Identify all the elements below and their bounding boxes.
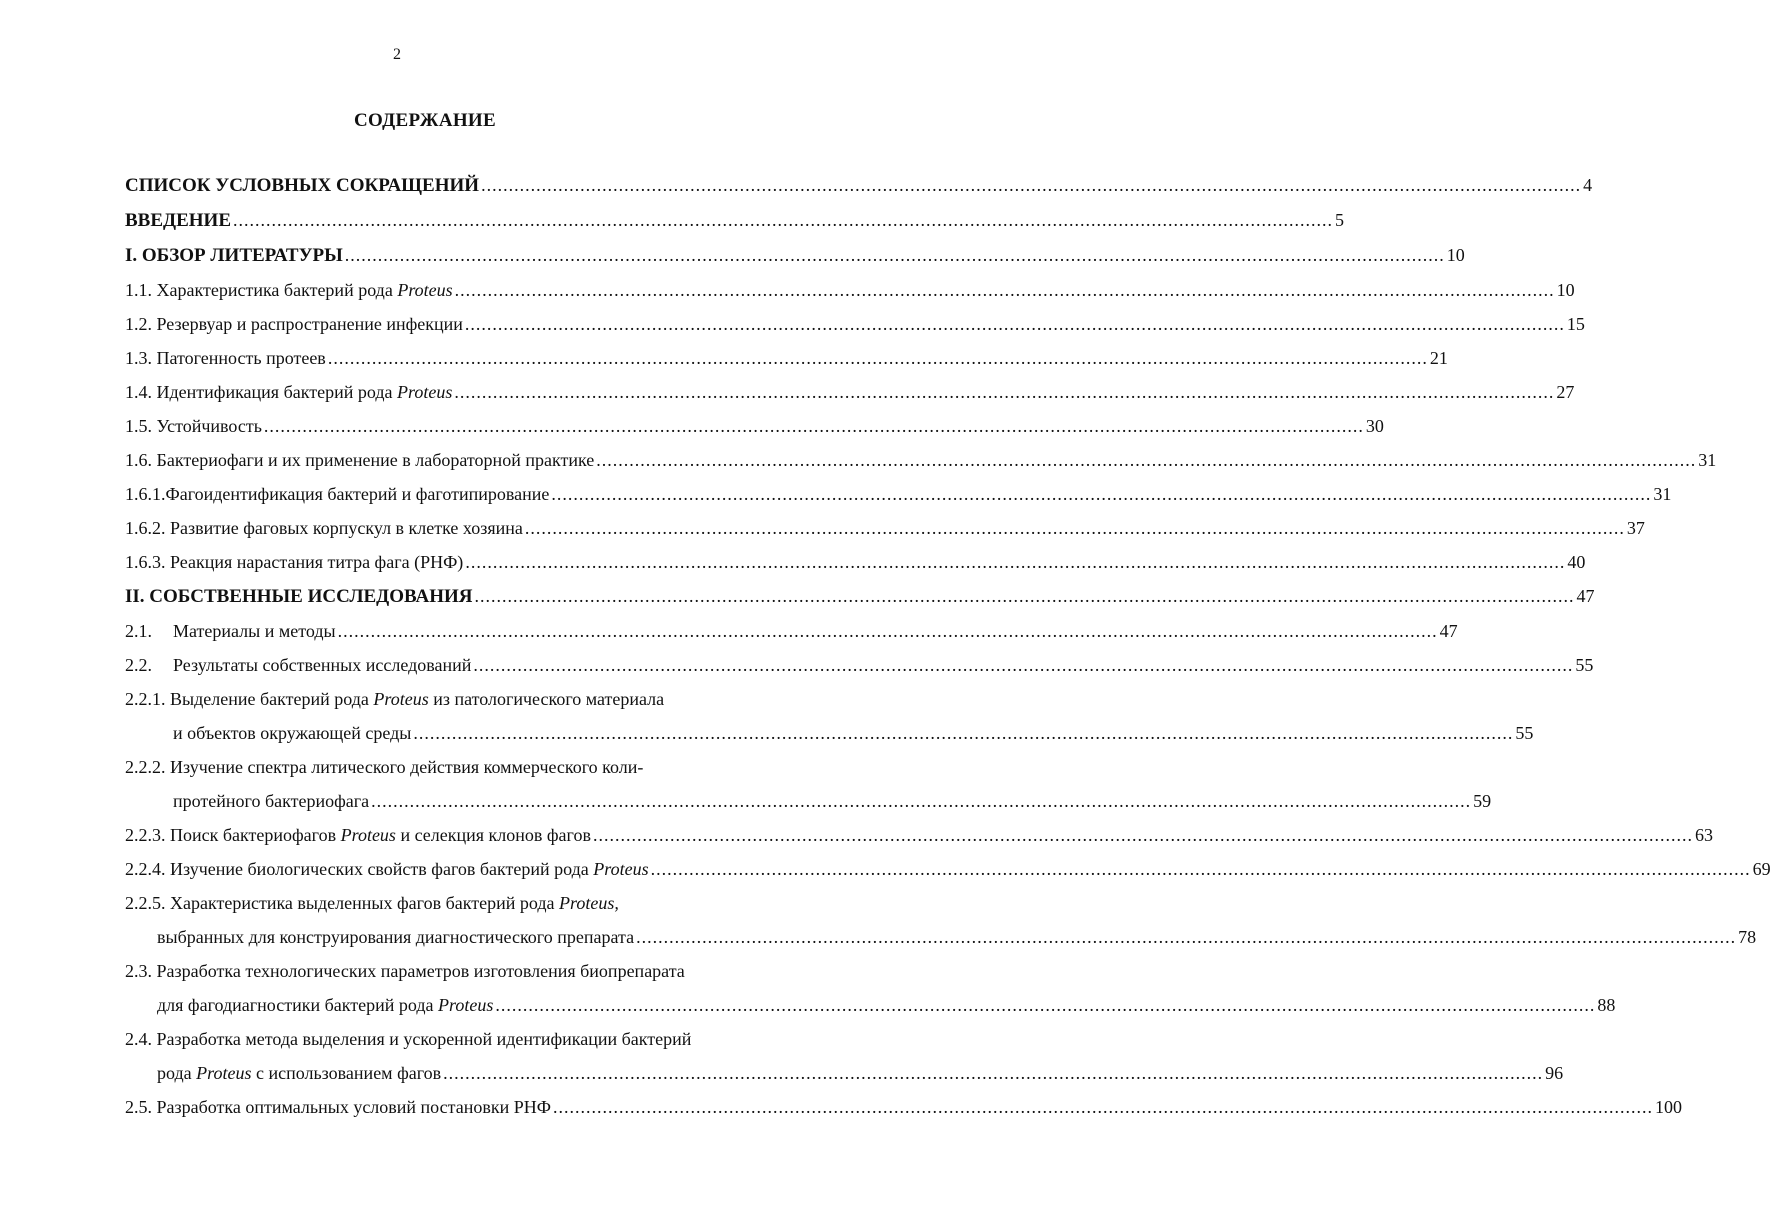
dot-leader: ........................................................................................................................................................................................................ <box>495 995 1596 1015</box>
toc-entry-label-continued: протейного бактериофага <box>173 791 370 811</box>
toc-page-number: 21 <box>1429 348 1448 368</box>
toc-entry-label: 1.4. Идентификация бактерий рода Proteus <box>125 382 453 402</box>
toc-entry-2-2-1[interactable] <box>125 682 1534 750</box>
toc-page-number: 4 <box>1583 175 1593 195</box>
toc-entry-label: СПИСОК УСЛОВНЫХ СОКРАЩЕНИЙ <box>125 175 480 196</box>
toc-entry-label: 1.1. Характеристика бактерий рода Proteus <box>125 280 453 300</box>
toc-entry-label: 2.2.4. Изучение биологических свойств фагов бактерий рода Proteus <box>125 859 649 879</box>
toc-entry-label: ВВЕДЕНИЕ <box>125 210 231 231</box>
toc-page-number: 47 <box>1576 586 1595 606</box>
toc-entry-label: 1.2. Резервуар и распространение инфекции <box>125 314 463 334</box>
toc-page-number: 88 <box>1597 995 1616 1015</box>
toc-entry-label: 1.3. Патогенность протеев <box>125 348 326 368</box>
toc-title: СОДЕРЖАНИЕ <box>354 110 496 131</box>
toc-entry-label-continued: и объектов окружающей среды <box>173 723 412 743</box>
toc-entry-abbreviations[interactable] <box>125 168 1593 203</box>
dot-leader: ........................................................................................................................................................................................................ <box>464 314 1565 334</box>
dot-leader: ........................................................................................................................................................................................................ <box>592 825 1693 845</box>
dot-leader: ........................................................................................................................................................................................................ <box>636 927 1737 947</box>
toc-page-number: 31 <box>1698 450 1717 470</box>
toc-page-number: 30 <box>1365 416 1384 436</box>
toc-entry-own-research[interactable] <box>125 579 1595 614</box>
toc-entry-label-continued: для фагодиагностики бактерий рода Proteus <box>157 995 494 1015</box>
toc-entry-label: 2.3. Разработка технологических параметров изготовления биопрепарата <box>125 961 685 981</box>
dot-leader: ........................................................................................................................................................................................................ <box>263 416 1364 436</box>
page-number: 2 <box>393 46 401 63</box>
toc-entry-1-2[interactable] <box>125 307 1585 341</box>
dot-leader: ........................................................................................................................................................................................................ <box>454 382 1555 402</box>
toc-page-number: 10 <box>1446 245 1465 265</box>
toc-page-number: 15 <box>1566 314 1585 334</box>
dot-leader: ........................................................................................................................................................................................................ <box>650 859 1751 879</box>
toc-page-number: 100 <box>1654 1097 1682 1117</box>
dot-leader: ........................................................................................................................................................................................................ <box>413 723 1514 743</box>
toc-entry-introduction[interactable] <box>125 203 1344 238</box>
dot-leader: ........................................................................................................................................................................................................ <box>473 655 1574 675</box>
dot-leader: ........................................................................................................................................................................................................ <box>454 280 1555 300</box>
dot-leader: ........................................................................................................................................................................................................ <box>524 518 1625 538</box>
toc-page-number: 69 <box>1752 859 1771 879</box>
toc-page-number: 27 <box>1556 382 1575 402</box>
toc-entry-label: 2.4. Разработка метода выделения и ускоренной идентификации бактерий <box>125 1029 692 1049</box>
dot-leader: ........................................................................................................................................................................................................ <box>327 348 1428 368</box>
toc-page-number: 78 <box>1738 927 1757 947</box>
dot-leader: ........................................................................................................................................................................................................ <box>474 586 1575 606</box>
toc-page-number: 5 <box>1335 210 1344 230</box>
dot-leader: ........................................................................................................................................................................................................ <box>465 552 1566 572</box>
toc-entry-2-2-5[interactable] <box>125 886 1757 954</box>
toc-entry-2-5[interactable] <box>125 1090 1682 1124</box>
toc-page-number: 10 <box>1556 280 1575 300</box>
toc-page-number: 37 <box>1626 518 1645 538</box>
toc-entry-2-4[interactable] <box>125 1022 1564 1090</box>
toc-page-number: 47 <box>1439 621 1458 641</box>
dot-leader: ........................................................................................................................................................................................................ <box>337 621 1438 641</box>
toc-page-number: 96 <box>1545 1063 1564 1083</box>
toc-entry-literature-review[interactable] <box>125 238 1465 273</box>
toc-entry-label: 1.6.2. Развитие фаговых корпускул в клетке хозяина <box>125 518 523 538</box>
toc-entry-1-6[interactable] <box>125 443 1717 477</box>
toc-entry-label: 1.6.1.Фагоидентификация бактерий и фаготипирование <box>125 484 550 504</box>
toc-entry-1-1[interactable] <box>125 273 1575 307</box>
toc-page-number: 55 <box>1515 723 1534 743</box>
toc-entry-label: II. СОБСТВЕННЫЕ ИССЛЕДОВАНИЯ <box>125 586 473 607</box>
toc-entry-2-3[interactable] <box>125 954 1616 1022</box>
toc-entry-label: 2.2. Результаты собственных исследований <box>125 655 472 675</box>
toc-entry-2-1[interactable] <box>125 614 1458 648</box>
toc-entry-2-2[interactable] <box>125 648 1594 682</box>
dot-leader: ........................................................................................................................................................................................................ <box>344 245 1445 265</box>
toc-entry-1-4[interactable] <box>125 375 1575 409</box>
toc-entry-label-continued: выбранных для конструирования диагностического препарата <box>157 927 635 947</box>
toc-page-number: 40 <box>1567 552 1586 572</box>
toc-entry-label: 2.2.3. Поиск бактериофагов Proteus и селекция клонов фагов <box>125 825 591 845</box>
toc-entry-2-2-4[interactable] <box>125 852 1771 886</box>
toc-entry-1-6-1[interactable] <box>125 477 1672 511</box>
dot-leader: ........................................................................................................................................................................................................ <box>552 1097 1653 1117</box>
toc-entry-2-2-2[interactable] <box>125 750 1492 818</box>
toc-entry-label: I. ОБЗОР ЛИТЕРАТУРЫ <box>125 245 343 266</box>
dot-leader: ........................................................................................................................................................................................................ <box>233 210 1333 230</box>
table-of-contents <box>125 168 1771 1124</box>
toc-page-number: 55 <box>1575 655 1594 675</box>
toc-entry-1-6-3[interactable] <box>125 545 1586 579</box>
toc-entry-label: 2.2.5. Характеристика выделенных фагов бактерий рода Proteus, <box>125 893 619 913</box>
toc-entry-1-5[interactable] <box>125 409 1384 443</box>
toc-entry-label: 2.5. Разработка оптимальных условий постановки РНФ <box>125 1097 551 1117</box>
dot-leader: ........................................................................................................................................................................................................ <box>481 175 1582 195</box>
toc-entry-label: 2.2.2. Изучение спектра литического действия коммерческого коли- <box>125 757 644 777</box>
toc-page-number: 59 <box>1473 791 1492 811</box>
toc-entry-label: 1.5. Устойчивость <box>125 416 262 436</box>
toc-page-number: 31 <box>1653 484 1672 504</box>
dot-leader: ........................................................................................................................................................................................................ <box>596 450 1697 470</box>
dot-leader: ........................................................................................................................................................................................................ <box>371 791 1472 811</box>
toc-entry-label: 1.6.3. Реакция нарастания титра фага (РНФ) <box>125 552 464 572</box>
toc-page-number: 63 <box>1694 825 1713 845</box>
dot-leader: ........................................................................................................................................................................................................ <box>551 484 1652 504</box>
toc-entry-label: 2.1. Материалы и методы <box>125 621 336 641</box>
toc-entry-2-2-3[interactable] <box>125 818 1713 852</box>
toc-entry-label-continued: рода Proteus с использованием фагов <box>157 1063 442 1083</box>
dot-leader: ........................................................................................................................................................................................................ <box>443 1063 1544 1083</box>
toc-entry-1-6-2[interactable] <box>125 511 1645 545</box>
toc-entry-1-3[interactable] <box>125 341 1448 375</box>
toc-entry-label: 2.2.1. Выделение бактерий рода Proteus из патологического материала <box>125 689 665 709</box>
toc-entry-label: 1.6. Бактериофаги и их применение в лабораторной практике <box>125 450 595 470</box>
